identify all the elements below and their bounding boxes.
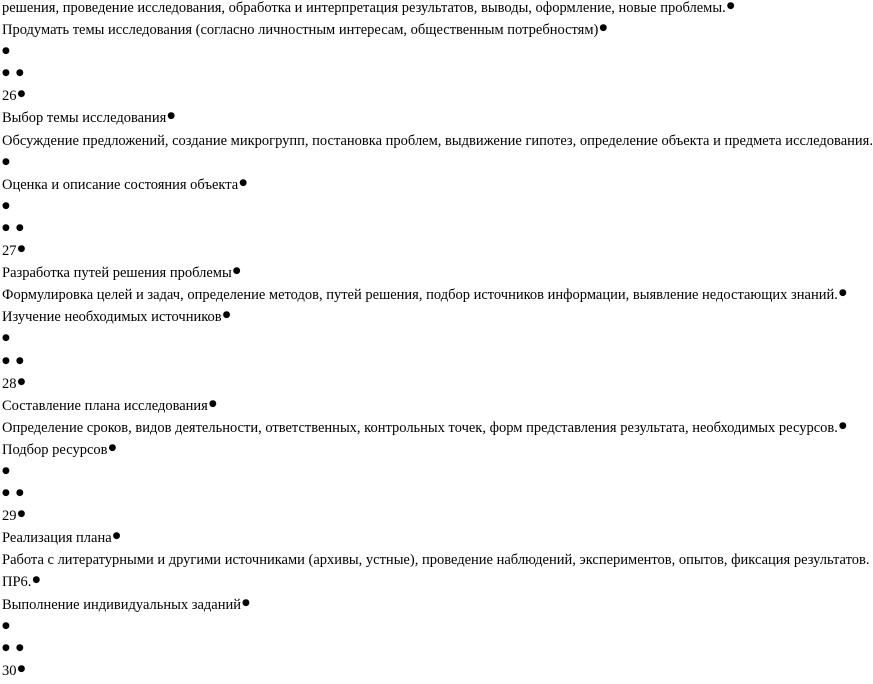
text-line xyxy=(2,594,816,616)
bullet-line xyxy=(2,152,816,174)
text-line xyxy=(2,417,847,439)
bullet-line xyxy=(2,218,816,240)
slide-number-line xyxy=(2,85,816,107)
bullet-dot-icon: ● xyxy=(232,266,241,277)
bullet-dot-icon: ● xyxy=(17,376,26,387)
line-text: Составление плана исследования xyxy=(2,397,208,414)
bullet-dot-icon: ● xyxy=(239,177,248,188)
line-text: Определение сроков, видов деятельности, ответственных, контрольных точек, форм представления результата, необходимых ресурсов. xyxy=(2,419,838,436)
bullet-dot-icon: ● xyxy=(2,642,10,653)
bullet-dot-icon: ● xyxy=(17,663,26,674)
line-text: Подбор ресурсов xyxy=(2,441,108,458)
slide-number-line xyxy=(2,505,816,527)
bullet-dot-icon: ● xyxy=(838,288,847,299)
line-text: Формулировка целей и задач, определение методов, путей решения, подбор источников информации, выявление недостающих знаний. xyxy=(2,287,838,304)
slide-number: 26 xyxy=(2,88,17,105)
text-line xyxy=(2,130,873,152)
bullet-dot-icon: ● xyxy=(15,355,24,366)
bullet-line xyxy=(2,638,816,660)
bullet-dot-icon: ● xyxy=(2,488,10,499)
line-text: Реализация плана xyxy=(2,530,112,547)
text-line xyxy=(2,395,816,417)
bullet-dot-icon: ● xyxy=(17,509,26,520)
text-line xyxy=(2,527,816,549)
bullet-dot-icon: ● xyxy=(2,465,10,476)
line-text: Оценка и описание состояния объекта xyxy=(2,176,239,193)
bullet-line xyxy=(2,63,816,85)
bullet-dot-icon: ● xyxy=(167,111,176,122)
bullet-dot-icon: ● xyxy=(2,200,10,211)
line-text: ПР6. xyxy=(2,574,32,591)
bullet-line xyxy=(2,328,816,350)
slide-number-line xyxy=(2,660,816,682)
text-line xyxy=(2,107,816,129)
bullet-dot-icon: ● xyxy=(17,89,26,100)
bullet-dot-icon: ● xyxy=(838,420,847,431)
bullet-line xyxy=(2,483,816,505)
line-text: Изучение необходимых источников xyxy=(2,309,222,326)
bullet-dot-icon: ● xyxy=(2,46,10,57)
bullet-dot-icon: ● xyxy=(32,575,41,586)
bullet-dot-icon: ● xyxy=(2,68,10,79)
line-text: Обсуждение предложений, создание микрогрупп, постановка проблем, выдвижение гипотез, определение объекта и предмета исследования. xyxy=(2,132,873,149)
bullet-line xyxy=(2,461,816,483)
bullet-dot-icon: ● xyxy=(108,442,117,453)
bullet-dot-icon: ● xyxy=(2,355,10,366)
bullet-dot-icon: ● xyxy=(15,222,24,233)
document-body xyxy=(2,0,873,682)
bullet-dot-icon: ● xyxy=(208,398,217,409)
line-text: Выбор темы исследования xyxy=(2,110,167,127)
text-line xyxy=(2,571,816,593)
bullet-dot-icon: ● xyxy=(15,488,24,499)
slide-number: 28 xyxy=(2,375,17,392)
slide-number-line xyxy=(2,373,816,395)
bullet-dot-icon: ● xyxy=(2,333,10,344)
bullet-line xyxy=(2,196,816,218)
text-line xyxy=(2,549,870,571)
slide-number: 27 xyxy=(2,243,17,260)
text-line xyxy=(2,0,816,19)
bullet-dot-icon: ● xyxy=(112,531,121,542)
text-line xyxy=(2,262,816,284)
line-text: Выполнение индивидуальных заданий xyxy=(2,596,241,613)
bullet-dot-icon: ● xyxy=(242,597,250,608)
bullet-dot-icon: ● xyxy=(726,1,735,11)
bullet-dot-icon: ● xyxy=(599,23,608,34)
text-line xyxy=(2,439,816,461)
slide-number-line xyxy=(2,240,816,262)
bullet-dot-icon: ● xyxy=(2,620,10,631)
text-line xyxy=(2,174,816,196)
text-line xyxy=(2,284,847,306)
bullet-dot-icon: ● xyxy=(222,310,231,321)
bullet-line xyxy=(2,351,816,373)
bullet-line xyxy=(2,41,816,63)
bullet-dot-icon: ● xyxy=(17,244,26,255)
text-line xyxy=(2,306,816,328)
text-line xyxy=(2,19,816,41)
bullet-dot-icon: ● xyxy=(15,642,24,653)
bullet-line xyxy=(2,616,816,638)
slide-number: 30 xyxy=(2,662,17,679)
line-text: решения, проведение исследования, обработка и интерпретация результатов, выводы, оформление, новые проблемы. xyxy=(2,0,726,16)
bullet-dot-icon: ● xyxy=(15,68,24,79)
line-text: Продумать темы исследования (согласно личностным интересам, общественным потребностям) xyxy=(2,22,599,39)
bullet-dot-icon: ● xyxy=(2,222,10,233)
line-text: Работа с литературными и другими источниками (архивы, устные), проведение наблюдений, экспериментов, опытов, фиксация результатов. xyxy=(2,552,870,569)
slide-number: 29 xyxy=(2,508,17,525)
bullet-dot-icon: ● xyxy=(2,156,10,167)
line-text: Разработка путей решения проблемы xyxy=(2,265,232,282)
